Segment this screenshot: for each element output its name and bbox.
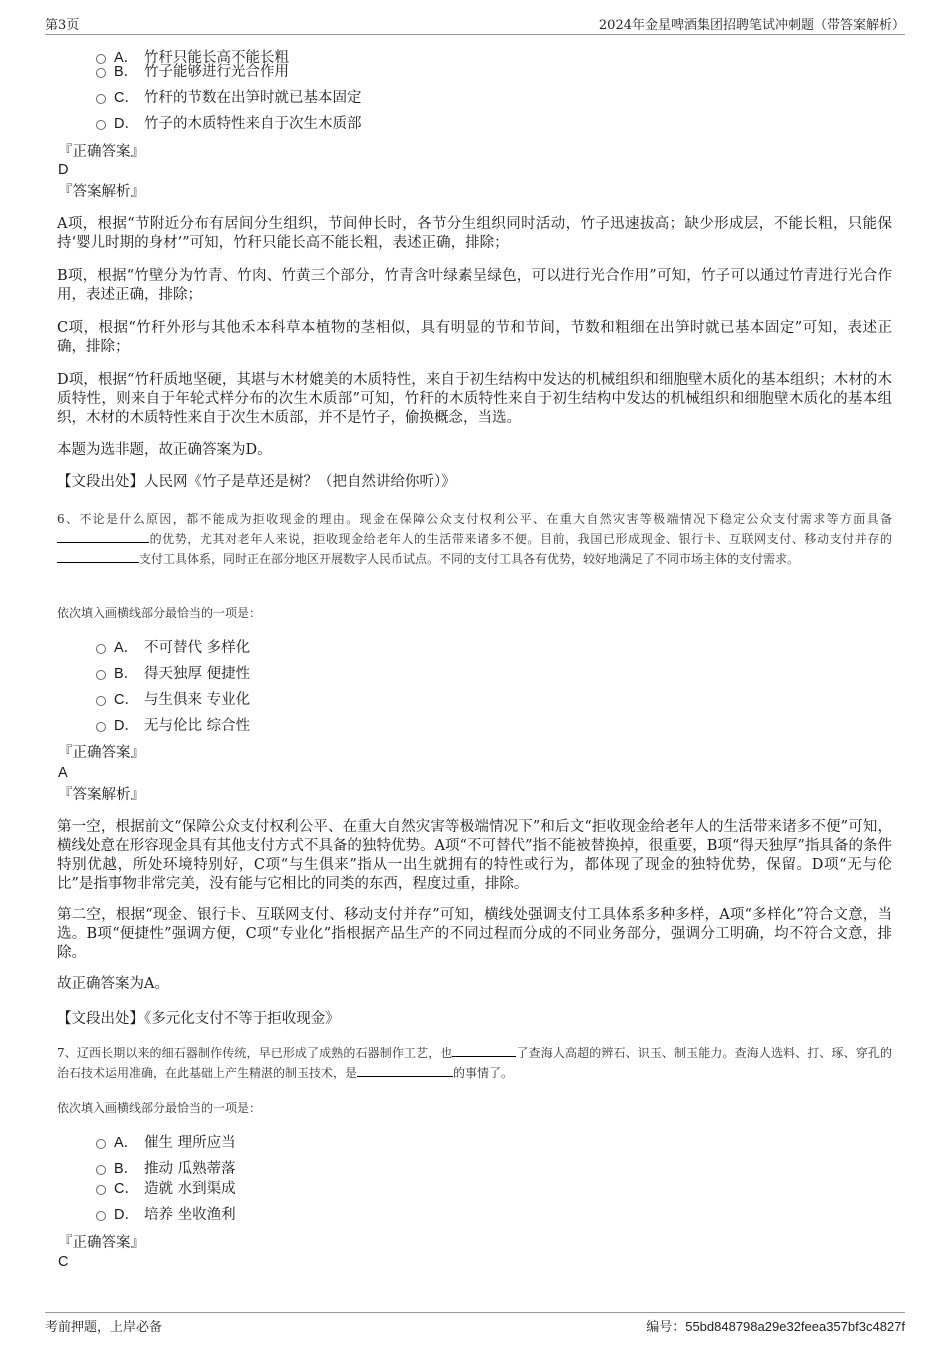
q5-analysis-c: C项，根据“竹秆外形与其他禾本科草本植物的茎相似，具有明显的节和节间，节数和粗细在出笋时就已基本固定”可知，表述正确，排除； bbox=[57, 320, 892, 355]
page-number: 第3页 bbox=[45, 18, 80, 33]
blank-2 bbox=[57, 550, 139, 563]
q5-analysis-d: D项，根据“竹秆质地坚硬，其堪与木材媲美的木质特性，来自于初生结构中发达的机械组织和细胞壁木质化的基本组织；木材的木质特性，则来自于年轮式样分布的次生木质部”可知，竹秆的木质特性来自于初生结构中发达的机械组织和细胞壁木质化的基本组织，木材的木质特性来自于次生木质部，并不是竹子，偷换概念，当选。 bbox=[57, 372, 892, 426]
document-code: 编号：55bd848798a29e32feea357bf3c4827f bbox=[646, 1319, 905, 1335]
q5-conclusion: 本题为选非题，故正确答案为D。 bbox=[57, 442, 272, 458]
q7-answer: C bbox=[58, 1254, 69, 1270]
radio-icon[interactable] bbox=[96, 94, 106, 104]
q6-answer: A bbox=[58, 765, 68, 781]
radio-icon[interactable] bbox=[96, 1165, 106, 1175]
blank-2 bbox=[357, 1064, 453, 1077]
q7-option-c[interactable]: C． 造就 水到渠成 bbox=[96, 1179, 236, 1199]
q6-answer-label: 『正确答案』 bbox=[58, 745, 145, 761]
q6-analysis-label: 『答案解析』 bbox=[58, 787, 145, 803]
q6-analysis-first: 第一空，根据前文“保障公众支付权利公平、在重大自然灾害等极端情况下”和后文“拒收现金给老年人的生活带来诸多不便”可知，横线处意在形容现金具有其他支付方式不具备的独特优势。A项“不可替代”指不能被替换掉，很重要，B项“得天独厚”指具备的条件特别优越，所处环境特别好，C项“与生俱来”指从一出生就拥有的特性或行为，都体现了现金的独特优势，保留。D项“无与伦比”是指事物非常完美，没有能与它相比的同类的东西，程度过重，排除。 bbox=[57, 819, 892, 892]
radio-icon[interactable] bbox=[96, 696, 106, 706]
radio-icon[interactable] bbox=[96, 1185, 106, 1195]
page-header bbox=[45, 14, 905, 35]
q5-option-b[interactable]: B． 竹子能够进行光合作用 bbox=[96, 62, 289, 82]
blank-1 bbox=[452, 1044, 516, 1057]
q6-option-a[interactable]: A． 不可替代 多样化 bbox=[96, 638, 250, 658]
q5-analysis-a: A项，根据“节附近分布有居间分生组织，节间伸长时，各节分生组织同时活动，竹子迅速拔高；缺少形成层，不能长粗，只能保持‘婴儿时期的身材’”可知，竹秆只能长高不能长粗，表述正确，排除； bbox=[57, 216, 892, 251]
q6-option-d[interactable]: D． 无与伦比 综合性 bbox=[96, 716, 250, 736]
q5-option-d[interactable]: D． 竹子的木质特性来自于次生木质部 bbox=[96, 114, 362, 134]
radio-icon[interactable] bbox=[96, 644, 106, 654]
footer-slogan: 考前押题，上岸必备 bbox=[45, 1320, 163, 1335]
q7-answer-label: 『正确答案』 bbox=[58, 1235, 145, 1251]
q6-stem: 6、不论是什么原因，都不能成为拒收现金的理由。现金在保障公众支付权利公平、在重大自然灾害等极端情况下稳定公众支付需求等方面具备的优势，尤其对老年人来说，拒收现金给老年人的生活带来诸多不便。目前，我国已形成现金、银行卡、互联网支付、移动支付并存的支付工具体系，同时正在部分地区开展数字人民币试点。不同的支付工具各有优势，较好地满足了不同市场主体的支付需求。 bbox=[57, 512, 892, 566]
radio-icon[interactable] bbox=[96, 68, 106, 78]
q5-analysis-label: 『答案解析』 bbox=[58, 184, 145, 200]
q6-prompt: 依次填入画横线部分最恰当的一项是： bbox=[57, 606, 262, 620]
q6-option-b[interactable]: B． 得天独厚 便捷性 bbox=[96, 664, 250, 684]
q5-option-a[interactable]: A． 竹秆只能长高不能长粗 bbox=[96, 48, 289, 68]
radio-icon[interactable] bbox=[96, 722, 106, 732]
q7-option-d[interactable]: D． 培养 坐收渔利 bbox=[96, 1205, 236, 1225]
blank-1 bbox=[57, 530, 149, 543]
radio-icon[interactable] bbox=[96, 670, 106, 680]
q7-option-a[interactable]: A． 催生 理所应当 bbox=[96, 1133, 236, 1153]
radio-icon[interactable] bbox=[96, 1211, 106, 1221]
q6-option-c[interactable]: C． 与生俱来 专业化 bbox=[96, 690, 250, 710]
q5-option-c[interactable]: C． 竹秆的节数在出笋时就已基本固定 bbox=[96, 88, 362, 108]
q7-stem: 7、辽西长期以来的细石器制作传统，早已形成了成熟的石器制作工艺，也 了查海人高超的辨石、识玉、制玉能力。查海人选料、打、琢、穿孔的治石技术运用准确，在此基础上产生精湛的制玉技术，是 的事情了。 bbox=[57, 1046, 892, 1080]
page-footer bbox=[45, 1312, 905, 1336]
q7-option-b[interactable]: B． 推动 瓜熟蒂落 bbox=[96, 1159, 236, 1179]
q5-answer: D bbox=[58, 162, 69, 178]
q6-analysis-second: 第二空，根据“现金、银行卡、互联网支付、移动支付并存”可知，横线处强调支付工具体系多种多样，A项“多样化”符合文意，当选。B项“便捷性”强调方便，C项“专业化”指根据产品生产的不同过程而分成的不同业务部分，强调分工明确，均不符合文意，排除。 bbox=[57, 907, 892, 961]
q5-answer-label: 『正确答案』 bbox=[58, 144, 145, 160]
radio-icon[interactable] bbox=[96, 120, 106, 130]
document-title: 2024年金星啤酒集团招聘笔试冲刺题（带答案解析） bbox=[598, 18, 905, 33]
q5-analysis-b: B项，根据“竹壁分为竹青、竹肉、竹黄三个部分，竹青含叶绿素呈绿色，可以进行光合作用”可知，竹子可以通过竹青进行光合作用，表述正确，排除； bbox=[57, 268, 892, 303]
radio-icon[interactable] bbox=[96, 1139, 106, 1149]
q7-prompt: 依次填入画横线部分最恰当的一项是： bbox=[57, 1101, 262, 1115]
q5-source: 【文段出处】人民网《竹子是草还是树？（把自然讲给你听）》 bbox=[57, 474, 456, 490]
q6-conclusion: 故正确答案为A。 bbox=[57, 976, 169, 992]
q6-source: 【文段出处】《多元化支付不等于拒收现金》 bbox=[57, 1011, 340, 1027]
